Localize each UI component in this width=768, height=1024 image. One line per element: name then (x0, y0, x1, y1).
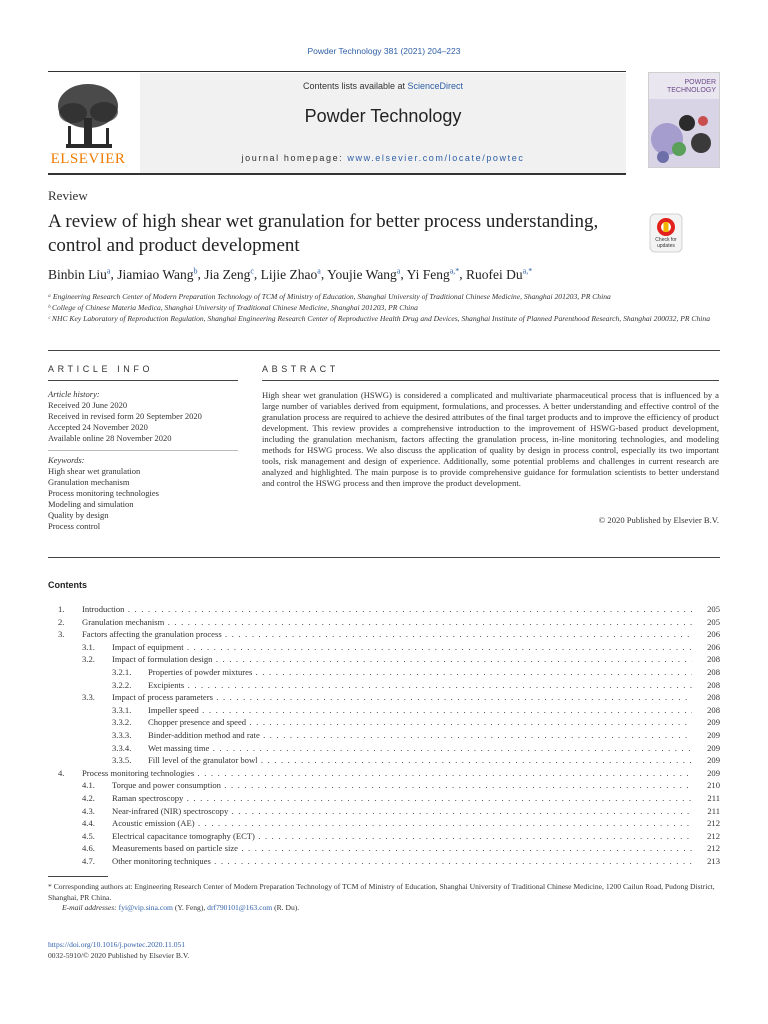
toc-entry-number: 3.3.2. (112, 717, 132, 728)
toc-entry-title[interactable]: Granulation mechanism . . . (82, 617, 692, 627)
toc-entry-page: 212 (707, 818, 720, 829)
toc-entry-page: 209 (707, 717, 720, 728)
toc-entry-title[interactable]: Introduction . . . (82, 604, 692, 614)
email-owner: (R. Du). (272, 903, 300, 912)
toc-entry-title[interactable]: Impact of process parameters . . . (112, 692, 692, 702)
toc-entry-title[interactable]: Binder-addition method and rate . . . (148, 730, 692, 740)
toc-entry[interactable] (48, 680, 720, 693)
toc-entry[interactable] (48, 818, 720, 831)
toc-entry-number: 3.3. (82, 692, 95, 703)
check-for-updates-label (648, 238, 684, 249)
journal-cover-thumbnail[interactable] (648, 72, 720, 168)
email-label: E-mail addresses: (62, 903, 117, 912)
author-affiliation-mark[interactable]: a (106, 266, 111, 275)
author-affiliation-mark[interactable]: a,* (449, 266, 460, 275)
author[interactable] (261, 267, 321, 282)
toc-entry[interactable] (48, 780, 720, 793)
toc-entry-number: 3. (58, 629, 65, 640)
toc-entry-number: 3.3.1. (112, 704, 132, 715)
author-name: Lijie Zhao (260, 266, 318, 282)
check-for-updates-line2: updates (657, 242, 675, 249)
author-affiliation-mark[interactable]: a,* (522, 266, 533, 275)
affiliation: ᶜ NHC Key Laboratory of Reproduction Regulation, Shanghai Engineering Research Center of Reproductive Health Drug and Devices, Shanghai Institute of Planned Parenthood Research, Shanghai 200032, PR China (48, 314, 710, 323)
toc-entry-title[interactable]: Other monitoring techniques . . . (112, 856, 692, 866)
toc-entry-number: 4.3. (82, 805, 95, 816)
toc-entry[interactable] (48, 604, 720, 617)
author-name: Yi Feng (406, 266, 450, 282)
toc-entry-number: 2. (58, 616, 65, 627)
toc-entry-title[interactable]: Measurements based on particle size . . . (112, 843, 692, 853)
toc-entry[interactable] (48, 717, 720, 730)
doi-link[interactable]: https://doi.org/10.1016/j.powtec.2020.11.051 (48, 940, 186, 949)
toc-entry-page: 213 (707, 856, 720, 866)
abstract-text: High shear wet granulation (HSWG) is considered a complicated and multivariate pharmaceutical process that is influenced by a large number of variables derived from equipment, formulations, and processes. A better understanding and effective control of the granulation process are required to achieve the desired attributes of the final target products and to improve the efficiency of product development. This review provides a comprehensive introduction to the improvement of HSWG-based product development, including the granulation mechanism, factors affecting the granulation process, in-line monitoring technologies, and modeling methods for HSWG process. We also discuss the application of quality by design in process control, especially its two important tools, risk management and design of experience. Additionally, some potential problems and challenges in current research are analyzed and highlighted. The main purpose is to provide comprehensive guidance for formulation scientists to better understand and control the HSWG process and then improve the product development. (262, 390, 719, 489)
affiliation: ᵃ Engineering Research Center of Modern Preparation Technology of TCM of Ministry of Education, Shanghai University of Traditional Chinese Medicine, Shanghai 201203, PR China (48, 292, 611, 301)
toc-entry-page: 205 (707, 616, 720, 627)
affiliation: ᵇ College of Chinese Materia Medica, Shanghai University of Traditional Chinese Medicine, Shanghai 201203, PR China (48, 303, 418, 312)
toc-entry-page: 211 (707, 793, 720, 803)
contents-available-line (140, 81, 626, 91)
toc-entry-title[interactable]: Chopper presence and speed . . . (148, 717, 692, 727)
toc-entry-page: 209 (707, 730, 720, 740)
author-affiliation-mark[interactable]: a (396, 266, 401, 275)
toc-entry-number: 3.2.2. (112, 679, 132, 690)
toc-entry[interactable] (48, 692, 720, 705)
author-separator: , (110, 266, 118, 282)
toc-entry-number: 3.1. (82, 641, 95, 652)
email-link-feng[interactable]: fyi@vip.sina.com (118, 903, 173, 912)
toc-entry[interactable] (48, 642, 720, 655)
author-affiliation-mark[interactable]: a (317, 266, 321, 275)
toc-entry-title[interactable]: Fill level of the granulator bowl . . . (148, 755, 692, 765)
toc-entry-page: 208 (707, 667, 720, 677)
toc-entry[interactable] (48, 617, 720, 630)
journal-reference[interactable]: Powder Technology 381 (2021) 204–223 (307, 46, 461, 56)
toc-entry-title[interactable]: Raman spectroscopy . . . (112, 793, 692, 803)
toc-entry[interactable] (48, 705, 720, 718)
journal-homepage-link[interactable]: www.elsevier.com/locate/powtec (347, 153, 525, 163)
toc-entry-title[interactable]: Factors affecting the granulation process . . . (82, 629, 692, 639)
toc-entry-number: 1. (58, 604, 65, 614)
history-accepted: Accepted 24 November 2020 (48, 422, 148, 432)
cover-title-line1: POWDER (684, 79, 716, 86)
toc-entry-page: 210 (707, 780, 720, 791)
toc-entry[interactable] (48, 654, 720, 667)
abstract-header: ABSTRACT (262, 364, 339, 374)
toc-entry[interactable] (48, 768, 720, 781)
author-separator: , (197, 266, 205, 282)
toc-entry-page: 206 (707, 641, 720, 652)
author[interactable] (327, 267, 400, 282)
toc-entry-number: 4.4. (82, 818, 95, 829)
email-addresses (48, 903, 720, 914)
toc-entry[interactable] (48, 831, 720, 844)
toc-entry[interactable] (48, 856, 720, 869)
toc-entry-page: 212 (707, 830, 720, 841)
toc-entry-page: 208 (707, 692, 720, 703)
toc-entry-number: 4.1. (82, 780, 95, 791)
cover-title (667, 79, 716, 95)
article-info-inner-rule (48, 450, 238, 451)
toc-entry-number: 3.2. (82, 654, 95, 665)
author[interactable] (204, 267, 254, 282)
toc-entry-title[interactable]: Electrical capacitance tomography (ECT) . . . (112, 831, 692, 841)
history-received: Received 20 June 2020 (48, 400, 128, 410)
elsevier-wordmark: ELSEVIER (50, 151, 126, 167)
toc-entry[interactable] (48, 667, 720, 680)
author-list (48, 266, 532, 283)
author[interactable] (117, 267, 197, 282)
toc-entry-number: 4.7. (82, 856, 95, 866)
author-affiliation-mark[interactable]: c (250, 266, 254, 275)
toc-entry-page: 209 (707, 767, 720, 778)
author-name: Ruofei Du (466, 266, 523, 282)
masthead-top-rule (48, 71, 626, 72)
footnote (48, 882, 720, 914)
keyword: Modeling and simulation (48, 499, 134, 509)
toc-entry-title[interactable]: Acoustic emission (AE) . . . (112, 818, 692, 828)
abstract-rule (262, 380, 719, 381)
contents-heading: Contents (48, 580, 87, 590)
keywords (48, 455, 238, 532)
article-history-label: Article history: (48, 389, 100, 399)
history-online: Available online 28 November 2020 (48, 433, 172, 443)
toc-entry-page: 208 (707, 654, 720, 665)
toc-entry-title[interactable]: Properties of powder mixtures . . . (148, 667, 692, 677)
abstract-copyright: © 2020 Published by Elsevier B.V. (598, 515, 719, 525)
toc-entry-page: 205 (707, 604, 720, 614)
toc-entry-title[interactable]: Wet massing time . . . (148, 743, 692, 753)
toc-entry-number: 3.3.3. (112, 730, 132, 740)
toc-entry[interactable] (48, 806, 720, 819)
toc-entry-title[interactable]: Impact of formulation design . . . (112, 654, 692, 664)
contents-available-prefix: Contents lists available at (302, 81, 408, 91)
author-name: Jia Zeng (204, 266, 251, 282)
toc-entry-page: 211 (707, 805, 720, 816)
toc-entry-page: 209 (707, 742, 720, 753)
article-info-header: ARTICLE INFO (48, 364, 154, 374)
article-history (48, 389, 238, 444)
toc-entry[interactable] (48, 755, 720, 768)
toc-entry-number: 4.2. (82, 793, 95, 803)
history-revised: Received in revised form 20 September 2020 (48, 411, 202, 421)
journal-homepage-line (140, 153, 626, 163)
author[interactable] (466, 267, 532, 282)
author-separator: , (400, 266, 407, 282)
toc-entry-number: 3.3.5. (112, 755, 132, 766)
toc-entry-page: 208 (707, 679, 720, 690)
cover-artwork (649, 99, 719, 167)
author[interactable] (407, 267, 460, 282)
cover-title-line2: TECHNOLOGY (666, 87, 716, 94)
email-link-du[interactable]: drf790101@163.com (207, 903, 273, 912)
toc-entry[interactable] (48, 793, 720, 806)
masthead-bottom-rule (48, 173, 626, 175)
keywords-label: Keywords: (48, 455, 85, 465)
keyword: High shear wet granulation (48, 466, 141, 476)
author[interactable] (48, 267, 110, 282)
corresponding-author-note: * Corresponding authors at: Engineering Research Center of Modern Preparation Technology of TCM of Ministry of Education, Shanghai University of Traditional Chinese Medicine, 1200 Cailun Road, Pudong District, Shanghai, PR China. (48, 882, 715, 902)
toc-entry[interactable] (48, 743, 720, 756)
toc-entry-page: 212 (707, 843, 720, 854)
toc-entry-page: 206 (707, 629, 720, 640)
author-separator: , (459, 266, 467, 282)
footnote-rule (48, 876, 108, 877)
author-name: Binbin Liu (48, 266, 107, 282)
author-separator: , (253, 266, 261, 282)
keyword: Process monitoring technologies (48, 488, 159, 498)
toc-entry-number: 4.6. (82, 843, 95, 854)
keyword: Process control (48, 521, 101, 531)
journal-title: Powder Technology (304, 106, 462, 126)
author-name: Jiamiao Wang (117, 266, 194, 282)
toc-entry-number: 3.2.1. (112, 667, 132, 677)
email-owner: (Y. Feng), (172, 903, 208, 912)
article-title: A review of high shear wet granulation for better process understanding, control and product development (48, 211, 599, 256)
check-for-updates-line1: Check for (655, 237, 677, 243)
homepage-prefix: journal homepage: (241, 153, 348, 163)
toc-entry-title[interactable]: Excipients . . . (148, 680, 692, 690)
section-divider (48, 557, 720, 558)
toc-entry-number: 4. (58, 767, 65, 778)
section-divider (48, 350, 720, 351)
toc-entry-title[interactable]: Impact of equipment . . . (112, 642, 692, 652)
toc-entry-title[interactable]: Near-infrared (NIR) spectroscopy . . . (112, 806, 692, 816)
sciencedirect-link[interactable]: ScienceDirect (407, 81, 464, 91)
toc-entry[interactable] (48, 730, 720, 743)
issn-copyright: 0032-5910/© 2020 Published by Elsevier B.V. (48, 951, 190, 960)
toc-entry[interactable] (48, 629, 720, 642)
toc-entry-page: 209 (707, 755, 720, 766)
toc-entry-page: 208 (707, 704, 720, 715)
toc-entry-title[interactable]: Torque and power consumption . . . (112, 780, 692, 790)
article-info-rule (48, 380, 238, 381)
author-affiliation-mark[interactable]: b (193, 266, 198, 275)
keyword: Granulation mechanism (48, 477, 130, 487)
keyword: Quality by design (48, 510, 109, 520)
toc-entry[interactable] (48, 843, 720, 856)
toc-entry-number: 4.5. (82, 830, 95, 841)
toc-entry-number: 3.3.4. (112, 742, 132, 753)
toc-entry-title[interactable]: Impeller speed . . . (148, 705, 692, 715)
author-name: Youjie Wang (327, 266, 397, 282)
toc-entry-title[interactable]: Process monitoring technologies . . . (82, 768, 692, 778)
article-type-label: Review (48, 188, 88, 203)
author-separator: , (320, 266, 328, 282)
